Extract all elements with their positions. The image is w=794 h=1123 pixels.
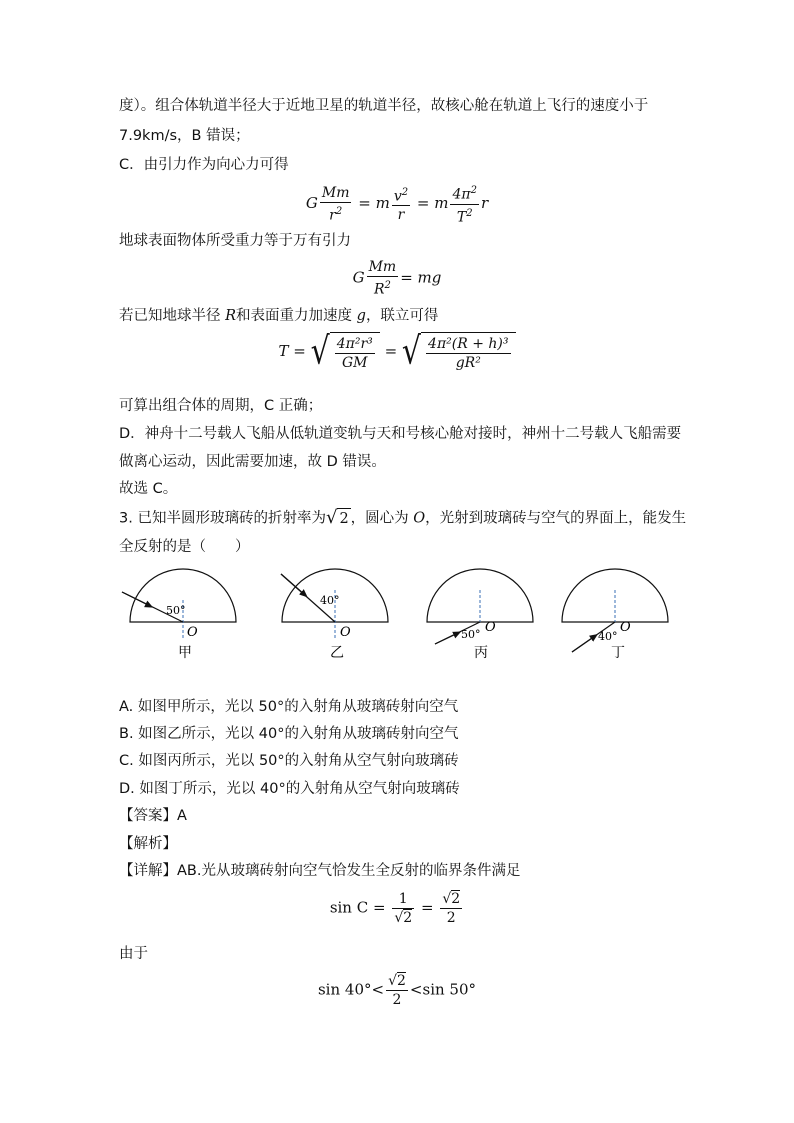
denominator: GM <box>342 355 368 371</box>
option-c: C. 如图丙所示，光以 50°的入射角从空气射向玻璃砖 <box>119 753 459 769</box>
ray-arrow <box>572 636 595 652</box>
text-line: 做离心运动，因此需要加速，故 D 错误。 <box>119 454 386 470</box>
text-line: 7.9km/s，B 错误； <box>119 128 250 144</box>
denominator: 2 <box>392 992 402 1008</box>
exponent: 2 <box>335 205 343 217</box>
fraction <box>367 258 399 299</box>
text-span: 和表面重力加速度 <box>236 308 357 324</box>
radical-sign: √ <box>310 329 330 374</box>
symbol: 4π <box>452 186 471 203</box>
radical <box>401 329 516 374</box>
symbol: R <box>373 281 385 298</box>
center-label: O <box>187 625 198 640</box>
diagram-bing <box>427 569 533 661</box>
diagram-yi <box>281 569 388 661</box>
symbol: v <box>393 188 402 205</box>
radical-body <box>421 332 515 372</box>
radical-sign: √ <box>401 329 422 374</box>
radical <box>310 329 380 374</box>
numerator: Mm <box>368 259 397 275</box>
radical-body <box>330 332 380 372</box>
symbol: <sin 50° <box>409 980 477 999</box>
symbol: = mg <box>400 268 442 287</box>
denominator: 2 <box>446 910 456 926</box>
ray-arrow <box>281 574 305 595</box>
symbol: = <box>384 342 398 360</box>
option-d: D. 如图丁所示，光以 40°的入射角从空气射向玻璃砖 <box>119 781 460 797</box>
center-label: O <box>340 625 351 640</box>
symbol: G <box>352 268 365 287</box>
numerator: 1 <box>392 890 414 909</box>
numerator: 4π²(R + h)³ <box>428 336 509 352</box>
radical-sign: √ <box>442 891 452 907</box>
text-line: 由于 <box>119 946 148 962</box>
center-label: O <box>620 620 631 635</box>
text-line: 度）。组合体轨道半径大于近地卫星的轨道半径，故核心舱在轨道上飞行的速度小于 <box>119 98 649 114</box>
radical-sign: √ <box>325 507 338 528</box>
denominator: gR² <box>455 355 481 371</box>
fraction <box>392 890 414 927</box>
fraction <box>392 184 410 225</box>
angle-label: 50° <box>166 604 186 617</box>
radicand: 2 <box>403 910 413 926</box>
numerator: Mm <box>321 184 350 201</box>
radicand: 2 <box>397 973 406 989</box>
radical <box>326 508 351 529</box>
numerator <box>386 972 408 991</box>
option-a: A. 如图甲所示，光以 50°的入射角从玻璃砖射向空气 <box>119 699 459 715</box>
text-line: D．神舟十二号载人飞船从低轨道变轨与天和号核心舱对接时，神州十二号载人飞船需要 <box>119 426 682 442</box>
formula-critical-angle <box>0 890 794 927</box>
fraction <box>440 890 462 927</box>
radicand: 2 <box>451 891 461 907</box>
denominator: r <box>397 207 405 224</box>
text-line: C．由引力作为向心力可得 <box>119 157 289 173</box>
fraction <box>335 335 375 372</box>
analysis-heading: 【解析】 <box>119 836 177 852</box>
denominator <box>450 205 478 227</box>
symbol: r <box>329 207 336 224</box>
symbol: = <box>420 898 434 917</box>
question-3-stem <box>119 508 686 529</box>
numerator <box>440 890 462 909</box>
exponent: 2 <box>384 280 391 291</box>
denominator <box>320 203 352 225</box>
symbol: r <box>480 194 489 213</box>
fraction <box>320 184 352 225</box>
symbol: = m <box>358 194 390 213</box>
exponent: 2 <box>401 186 409 198</box>
diagram-jia <box>122 569 236 661</box>
diagram-label: 甲 <box>178 645 192 661</box>
question-3-stem: 全反射的是（ ） <box>119 539 250 555</box>
answer-line: 【答案】A <box>119 808 187 824</box>
angle-label: 50° <box>461 628 481 641</box>
symbol: T = <box>278 342 306 360</box>
diagrams-figure <box>0 560 794 670</box>
symbol: sin 40°< <box>317 980 385 999</box>
formula-period <box>0 329 794 374</box>
radical-sign: √ <box>388 973 397 989</box>
text-span: ，圆心为 <box>350 510 414 527</box>
radicand: 2 <box>337 508 350 529</box>
formula-comparison <box>0 972 794 1009</box>
fraction <box>386 972 408 1009</box>
numerator <box>392 184 410 207</box>
ray-arrow <box>435 633 458 644</box>
formula-gravity <box>0 258 794 299</box>
symbol: G <box>305 194 318 213</box>
center-label: O <box>485 620 496 635</box>
symbol: R <box>225 308 237 324</box>
text-line: 可算出组合体的周期，C 正确； <box>119 398 323 414</box>
text-line <box>119 306 438 326</box>
text-span: 若已知地球半径 <box>119 308 226 324</box>
formula-gravitation <box>0 182 794 226</box>
angle-label: 40° <box>320 594 340 607</box>
numerator <box>450 182 478 205</box>
ray-arrow <box>122 592 150 606</box>
option-b: B. 如图乙所示，光以 40°的入射角从玻璃砖射向空气 <box>119 726 459 742</box>
text-span: ，联立可得 <box>365 308 439 324</box>
exponent: 2 <box>466 207 473 219</box>
angle-label: 40° <box>598 630 618 643</box>
diagram-ding <box>562 569 668 661</box>
symbol: O <box>413 510 426 527</box>
fraction <box>450 182 478 226</box>
diagram-label: 丁 <box>611 645 625 661</box>
text-line: 故选 C。 <box>119 481 178 497</box>
numerator: 4π²r³ <box>336 336 373 352</box>
fraction <box>426 335 510 372</box>
text-span: ，光射到玻璃砖与空气的界面上，能发生 <box>425 510 687 527</box>
detail-line: 【详解】AB.光从玻璃砖射向空气恰发生全反射的临界条件满足 <box>119 863 521 879</box>
symbol: T <box>456 209 467 226</box>
text-line: 地球表面物体所受重力等于万有引力 <box>119 233 351 249</box>
symbol: = m <box>416 194 449 213</box>
diagram-label: 乙 <box>330 645 344 661</box>
text-span: 3. 已知半圆形玻璃砖的折射率为 <box>119 510 326 527</box>
denominator <box>392 909 414 927</box>
symbol: sin C = <box>329 898 386 917</box>
denominator <box>367 277 399 299</box>
exponent: 2 <box>470 185 477 196</box>
diagram-label: 丙 <box>474 645 488 661</box>
symbol: g <box>356 308 366 324</box>
radical-sign: √ <box>394 910 404 926</box>
